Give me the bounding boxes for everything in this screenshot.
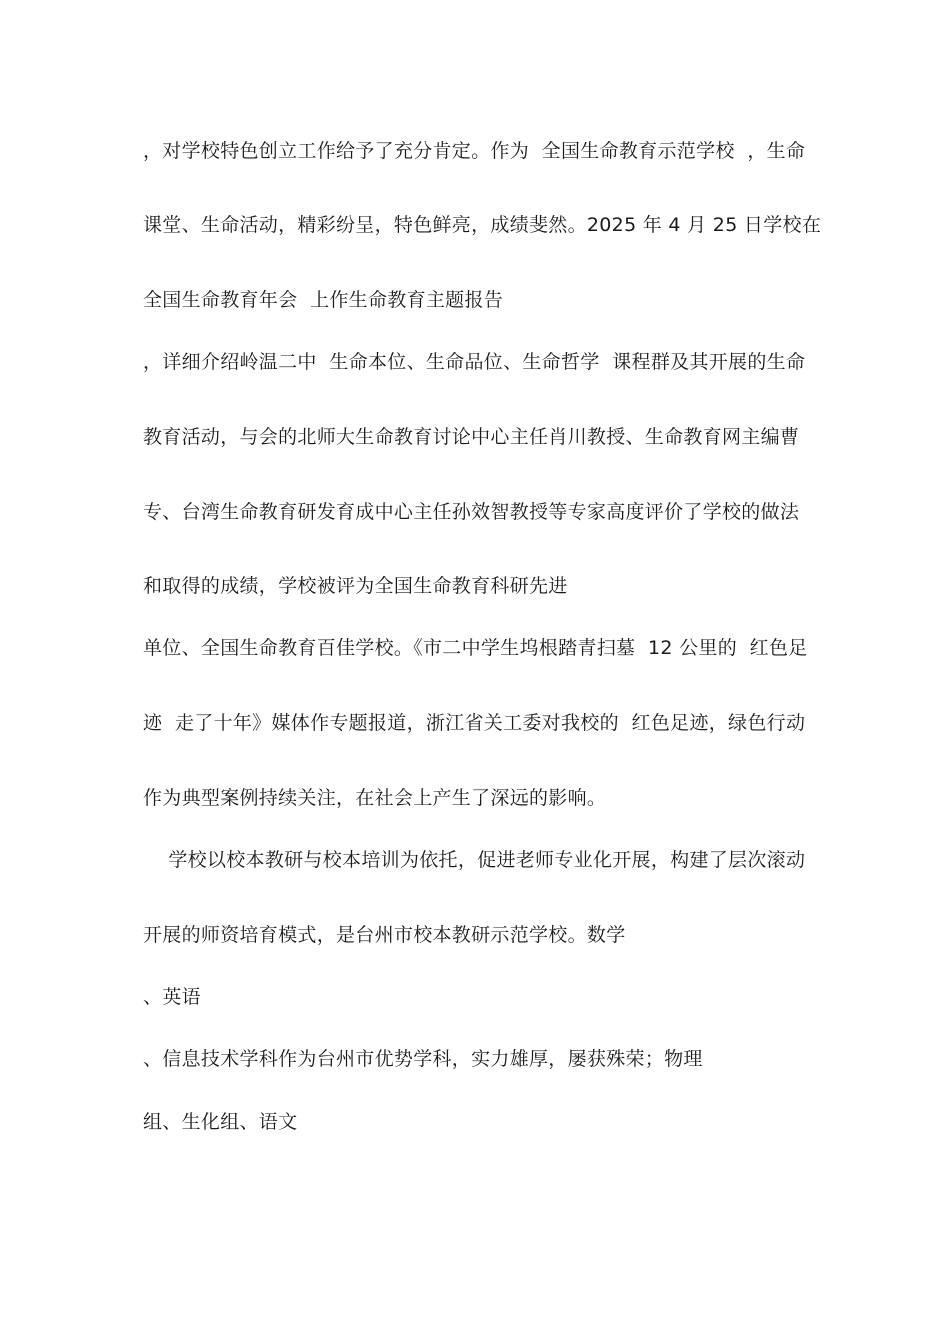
text-line: ，详细介绍岭温二中 生命本位、生命品位、生命哲学 课程群及其开展的生命 bbox=[143, 351, 806, 373]
text-line: 迹 走了十年》媒体作专题报道，浙江省关工委对我校的 红色足迹，绿色行动 bbox=[143, 712, 806, 734]
text-line: 组、生化组、语文 bbox=[143, 1111, 298, 1133]
text-line: 作为典型案例持续关注，在社会上产生了深远的影响。 bbox=[143, 787, 607, 809]
text-line: 和取得的成绩，学校被评为全国生命教育科研先进 bbox=[143, 575, 568, 597]
text-line: 单位、全国生命教育百佳学校。《市二中学生坞根踏青扫墓 12 公里的 红色足 bbox=[143, 637, 808, 659]
text-line: 、信息技术学科作为台州市优势学科，实力雄厚，屡获殊荣；物理 bbox=[143, 1048, 703, 1070]
text-line: ，对学校特色创立工作给予了充分肯定。作为 全国生命教育示范学校 ，生命 bbox=[143, 140, 806, 162]
text-line: 全国生命教育年会 上作生命教育主题报告 bbox=[143, 289, 504, 311]
text-line: 专、台湾生命教育研发育成中心主任孙效智教授等专家高度评价了学校的做法 bbox=[143, 501, 800, 523]
text-line: 课堂、生命活动，精彩纷呈，特色鲜亮，成绩斐然。2025 年 4 月 25 日学校在 bbox=[143, 214, 822, 236]
text-line: 开展的师资培育模式，是台州市校本教研示范学校。数学 bbox=[143, 924, 626, 946]
text-line: 、英语 bbox=[143, 986, 201, 1008]
text-line: 教育活动，与会的北师大生命教育讨论中心主任肖川教授、生命教育网主编曹 bbox=[143, 426, 800, 448]
text-line: 学校以校本教研与校本培训为依托，促进老师专业化开展，构建了层次滚动 bbox=[143, 849, 806, 871]
